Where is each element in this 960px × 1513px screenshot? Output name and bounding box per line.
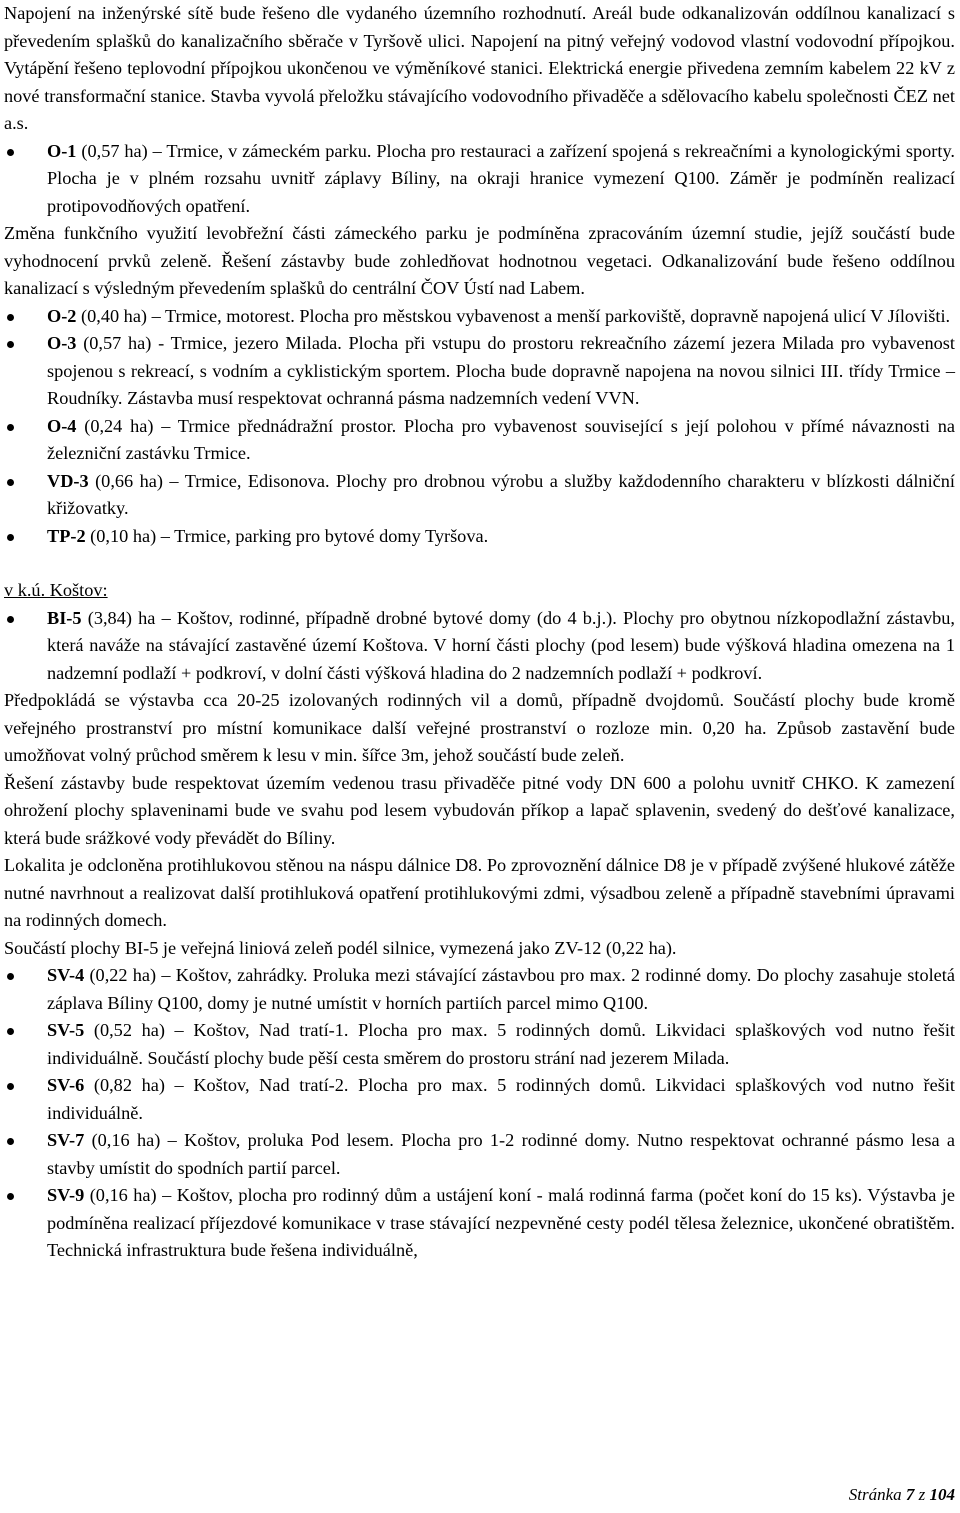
footer-prefix: Stránka [848,1485,906,1504]
item-bi5-continuation: Součástí plochy BI-5 je veřejná liniová zeleň podél silnice, vymezená jako ZV-12 (0,22 ha). [4,937,677,958]
item-code: SV-9 [47,1185,85,1205]
list-item-o4 [4,413,955,468]
item-bi5-continuation: Řešení zástavby bude respektovat územím vedenou trasu přivaděče pitné vody DN 600 a polohu uvnitř CHKO. K zamezení ohrožení plochy splaveninami bude ve svahu pod lesem vybudován příkop a lapač splavenin, svedený do dešťové kanalizace, která bude srážkové vody převádět do Bíliny. [4,772,955,848]
list-item-sv4 [4,962,955,1017]
item-code: SV-5 [47,1020,85,1040]
item-text: (0,10 ha) – Trmice, parking pro bytové domy Tyršova. [85,525,489,546]
item-o1-continuation: Změna funkčního využití levobřežní části zámeckého parku je podmíněna zpracováním územní studie, jejíž součástí bude vyhodnocení prvků zeleně. Řešení zástavby bude zohledňovat hodnotnou vegetaci. Odkanalizování bude řešeno oddílnou kanalizací s výsledným převedením splašků do centrální ČOV Ústí nad Labem. [4,223,955,298]
footer-page-total: 104 [929,1485,955,1504]
list-item-o3 [4,330,955,413]
list-item-tp2 [4,523,955,551]
item-code: O-1 [47,140,77,161]
item-bi5-continuation: Lokalita je odcloněna protihlukovou stěnou na náspu dálnice D8. Po zprovoznění dálnice D8 je v případě zvýšené hlukové zátěže nutné navrhnout a realizovat další protihluková opatření protihlukovými zdmi, výsadbou zeleně a případně stavebními úpravami na rodinných domech. [4,855,955,930]
item-code: SV-4 [47,965,85,985]
footer-separator: z [914,1485,930,1504]
item-text: (0,66 ha) – Trmice, Edisonova. Plochy pro drobnou výrobu a služby každodenního charakteru v blízkosti dálniční křižovatky. [47,470,955,518]
item-text: (0,16 ha) – Koštov, proluka Pod lesem. Plocha pro 1-2 rodinné domy. Nutno respektovat ochranné pásmo lesa a stavby umístit do spodních partií parcel. [47,1130,955,1178]
item-text: (0,57 ha) - Trmice, jezero Milada. Plocha při vstupu do prostoru rekreačního zázemí jezera Milada pro vybavenost spojenou s rekreací, s vodním a cyklistickým sportem. Plocha bude dopravně napojena na novou silnici III. třídy Trmice – Roudníky. Zástavba musí respektovat ochranná pásma nadzemních vedení VVN. [47,333,955,408]
item-code: VD-3 [47,470,89,491]
item-text: (0,82 ha) – Koštov, Nad tratí-2. Plocha pro max. 5 rodinných domů. Likvidaci splaškových vod nutno řešit individuálně. [47,1075,955,1123]
item-code: O-2 [47,305,77,326]
item-bi5-continuation: Předpokládá se výstavba cca 20-25 izolovaných rodinných vil a domů, případně dvojdomů. Součástí plochy bude kromě veřejného prostranství pro místní komunikace další veřejné prostranství o rozloze min. 0,20 ha. Způsob zastavění bude umožňovat volný průchod směrem k lesu v min. šířce 3m, jehož součástí bude zeleň. [4,690,955,765]
item-text: (0,40 ha) – Trmice, motorest. Plocha pro městskou vybavenost a menší parkoviště, dopravně napojená ulicí V Jílovišti. [76,305,951,326]
list-item-o2 [4,303,955,331]
item-text: (0,22 ha) – Koštov, zahrádky. Proluka mezi stávající zástavbou pro max. 2 rodinné domy. Do plochy zasahuje stoletá záplava Bíliny Q100, domy je nutné umístit v horních partiích parcel mimo Q100. [47,965,955,1013]
list-item-vd3 [4,468,955,523]
list-item-sv5 [4,1017,955,1072]
list-item-sv9 [4,1182,955,1265]
item-code: SV-6 [47,1075,85,1095]
list-item-sv7 [4,1127,955,1182]
item-text: (0,16 ha) – Koštov, plocha pro rodinný dům a ustájení koní - malá rodinná farma (počet koní do 15 ks). Výstavba je podmíněna realizací příjezdové komunikace v trase stávající nezpevněné cesty podél tělesa železnice, ukončené obratištěm. Technická infrastruktura bude řešena individuálně, [47,1185,955,1260]
item-code: SV-7 [47,1130,85,1150]
list-item-o1 [4,138,955,221]
list-item-bi5 [4,605,955,688]
item-text: (0,52 ha) – Koštov, Nad tratí-1. Plocha pro max. 5 rodinných domů. Likvidaci splaškových vod nutno řešit individuálně. Součástí plochy bude pěší cesta směrem do prostoru strání nad jezerem Milada. [47,1020,955,1068]
document-page [4,0,955,1265]
item-text: (0,24 ha) – Trmice přednádražní prostor. Plocha pro vybavenost související s její polohou v přímé návaznosti na železniční zastávku Trmice. [47,415,955,463]
item-code: O-3 [47,333,77,353]
item-text: (0,57 ha) – Trmice, v zámeckém parku. Plocha pro restauraci a zařízení spojená s rekreačními a kynologickými sporty. Plocha je v plném rozsahu uvnitř záplavy Bíliny, na okraji hranice vymezení Q100. Záměr je podmíněn realizací protipovodňových opatření. [47,140,955,216]
spacer [4,550,955,577]
intro-paragraph: Napojení na inženýrské sítě bude řešeno dle vydaného územního rozhodnutí. Areál bude odkanalizován oddílnou kanalizací s převedením splašků do kanalizačního sběrače v Tyršově ulici. Napojení na pitný veřejný vodovod vlastní vodovodní přípojkou. Vytápění řešeno teplovodní přípojkou ukončenou ve výměníkové stanici. Elektrická energie přivedena zemním kabelem 22 kV z nové transformační stanice. Stavba vyvolá přeložku stávajícího vodovodního přivaděče a sdělovacího kabelu společnosti ČEZ net a.s. [4,3,955,133]
section-heading: v k.ú. Koštov: [4,580,108,600]
item-text: (3,84) ha – Koštov, rodinné, případně drobné bytové domy (do 4 b.j.). Plochy pro obytnou nízkopodlažní zástavbu, která naváže na stávající zastavěné území Koštova. V horní části plochy (pod lesem) bude výšková hladina omezena na 1 nadzemní podlaží + podkroví, v dolní části výšková hladina do 2 nadzemních podlaží + podkroví. [47,607,955,683]
footer-page-number: 7 [905,1485,915,1504]
list-item-sv6 [4,1072,955,1127]
page-footer [849,1484,955,1506]
item-code: O-4 [47,415,77,436]
list-trmice [4,138,955,551]
item-code: BI-5 [47,607,82,628]
item-code: TP-2 [47,525,86,546]
list-kostov [4,605,955,1265]
